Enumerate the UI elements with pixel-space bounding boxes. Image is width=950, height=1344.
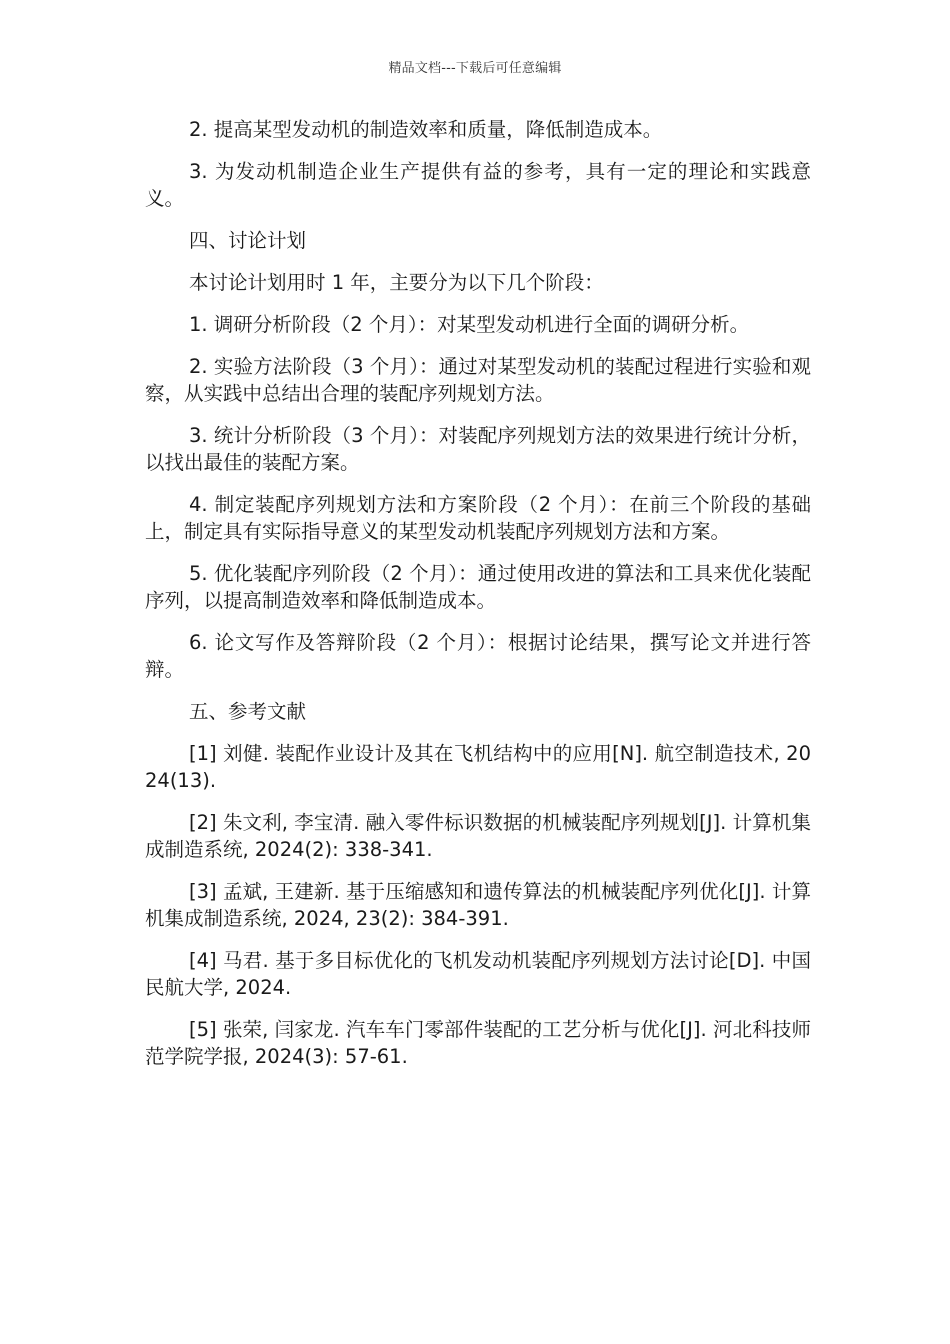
objective-2: 2. 提高某型发动机的制造效率和质量，降低制造成本。 (189, 118, 663, 141)
page-header: 精品文档---下载后可任意编辑 (388, 61, 562, 76)
section-heading-plan: 四、讨论计划 (189, 229, 307, 252)
reference-3: [3] 孟斌, 王建新. 基于压缩感知和遗传算法的机械装配序列优化[J]. 计算机集成制造系统, 2024, 23(2): 384-391. (145, 880, 811, 930)
objective-3: 3. 为发动机制造企业生产提供有益的参考，具有一定的理论和实践意义。 (145, 160, 811, 210)
plan-stage-3: 3. 统计分析阶段（3 个月）：对装配序列规划方法的效果进行统计分析，以找出最佳的装配方案。 (145, 424, 811, 474)
section-heading-references: 五、参考文献 (189, 700, 307, 723)
reference-1: [1] 刘健. 装配作业设计及其在飞机结构中的应用[N]. 航空制造技术, 2024(13). (145, 742, 811, 792)
plan-stage-1: 1. 调研分析阶段（2 个月）：对某型发动机进行全面的调研分析。 (189, 313, 750, 336)
reference-5: [5] 张荣, 闫家龙. 汽车车门零部件装配的工艺分析与优化[J]. 河北科技师范学院学报, 2024(3): 57-61. (145, 1018, 811, 1068)
plan-stage-4: 4. 制定装配序列规划方法和方案阶段（2 个月）：在前三个阶段的基础上，制定具有实际指导意义的某型发动机装配序列规划方法和方案。 (145, 493, 811, 543)
reference-4: [4] 马君. 基于多目标优化的飞机发动机装配序列规划方法讨论[D]. 中国民航大学, 2024. (145, 949, 811, 999)
plan-stage-5: 5. 优化装配序列阶段（2 个月）：通过使用改进的算法和工具来优化装配序列，以提高制造效率和降低制造成本。 (145, 562, 811, 612)
reference-2: [2] 朱文利, 李宝清. 融入零件标识数据的机械装配序列规划[J]. 计算机集成制造系统, 2024(2): 338-341. (145, 811, 811, 861)
plan-intro: 本讨论计划用时 1 年，主要分为以下几个阶段： (189, 271, 604, 294)
plan-stage-6: 6. 论文写作及答辩阶段（2 个月）：根据讨论结果，撰写论文并进行答辩。 (145, 631, 811, 681)
plan-stage-2: 2. 实验方法阶段（3 个月）：通过对某型发动机的装配过程进行实验和观察，从实践中总结出合理的装配序列规划方法。 (145, 355, 811, 405)
document-body (145, 116, 811, 1085)
